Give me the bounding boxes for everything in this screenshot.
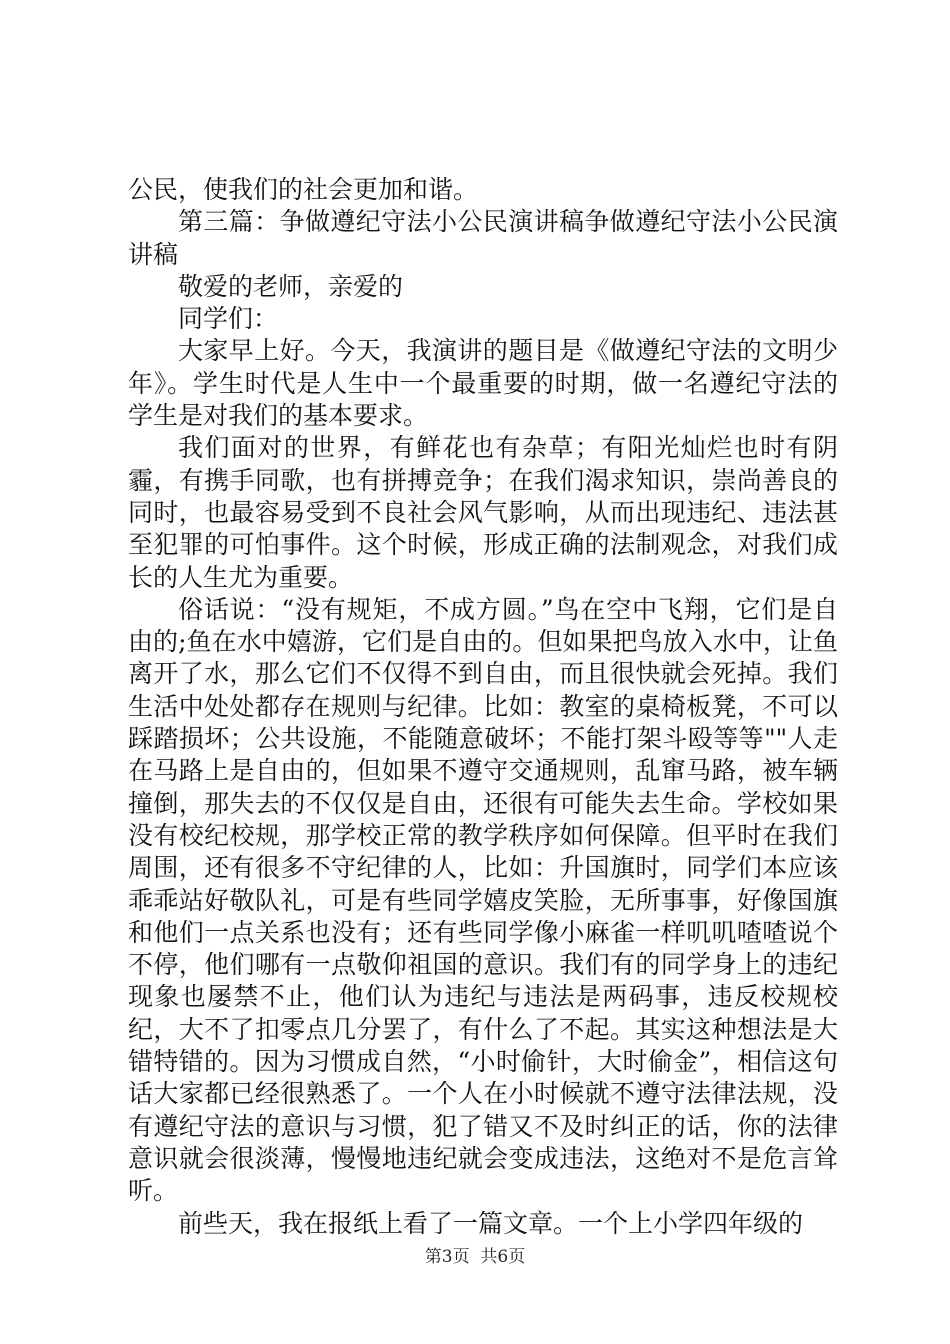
paragraph-5: 大家早上好。今天，我演讲的题目是《做遵纪守法的文明少年》。学生时代是人生中一个最重要的时期，做一名遵纪守法的学生是对我们的基本要求。 xyxy=(128,336,838,431)
paragraph-6: 我们面对的世界，有鲜花也有杂草；有阳光灿烂也时有阴霾，有携手同歌，也有拼搏竞争；在我们渴求知识，崇尚善良的同时，也最容易受到不良社会风气影响，从而出现违纪、违法甚至犯罪的可怕事件。这个时候，形成正确的法制观念，对我们成长的人生尤为重要。 xyxy=(128,433,838,592)
paragraph-4: 同学们： xyxy=(178,304,279,334)
paragraph-8: 前些天，我在报纸上看了一篇文章。一个上小学四年级的 xyxy=(178,1208,804,1238)
paragraph-2: 第三篇：争做遵纪守法小公民演讲稿争做遵纪守法小公民演讲稿 xyxy=(128,207,838,269)
paragraph-3: 敬爱的老师，亲爱的 xyxy=(178,271,404,301)
page-footer: 第3页 共6页 xyxy=(424,1247,526,1267)
paragraph-1: 公民，使我们的社会更加和谐。 xyxy=(128,175,479,204)
document-body xyxy=(128,174,838,1240)
paragraph-7: 俗话说：“没有规矩，不成方圆。”鸟在空中飞翔，它们是自由的;鱼在水中嬉游，它们是自由的。但如果把鸟放入水中，让鱼离开了水，那么它们不仅得不到自由，而且很快就会死掉。我们生活中处处都存在规则与纪律。比如：教室的桌椅板凳，不可以踩踏损坏；公共设施，不能随意破坏；不能打架斗殴等等""人走在马路上是自由的，但如果不遵守交通规则，乱窜马路，被车辆撞倒，那失去的不仅仅是自由，还很有可能失去生命。学校如果没有校纪校规，那学校正常的教学秩序如何保障。但平时在我们周围，还有很多不守纪律的人，比如：升国旗时，同学们本应该乖乖站好敬队礼，可是有些同学嬉皮笑脸，无所事事，好像国旗和他们一点关系也没有；还有些同学像小麻雀一样叽叽喳喳说个不停，他们哪有一点敬仰祖国的意识。我们有的同学身上的违纪现象也屡禁不止，他们认为违纪与违法是两码事，违反校规校纪，大不了扣零点几分罢了，有什么了不起。其实这种想法是大错特错的。因为习惯成自然，“小时偷针，大时偷金”，相信这句话大家都已经很熟悉了。一个人在小时候就不遵守法律法规，没有遵纪守法的意识与习惯，犯了错又不及时纠正的话，你的法律意识就会很淡薄，慢慢地违纪就会变成违法，这绝对不是危言耸听。 xyxy=(128,594,838,1206)
